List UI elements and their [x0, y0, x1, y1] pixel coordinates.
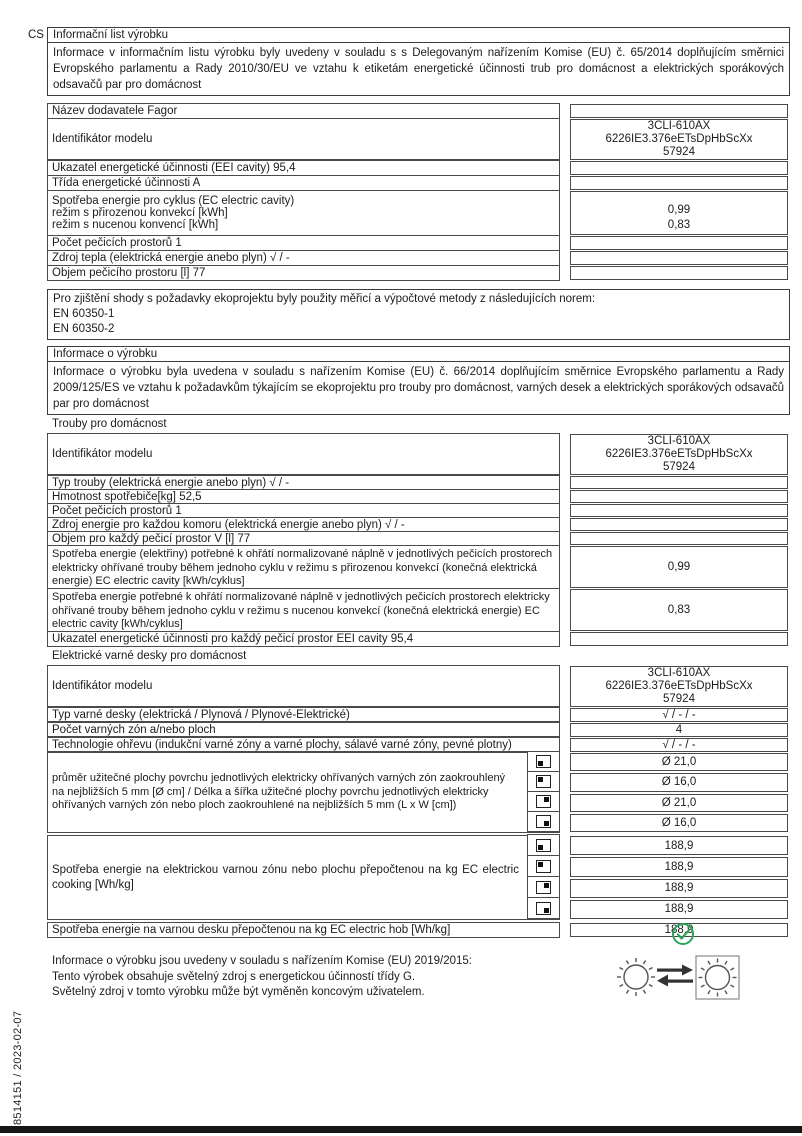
replacement-light-source-icon [699, 959, 737, 997]
row-value: 0,99 [570, 546, 788, 588]
zone-diameter-label: průměr užitečné plochy povrchu jednotlivých elektricky ohřívaných varných zón zaokrouhlený na nejbližších 5 mm [Ø cm] / Délka a šířka užitečné plochy povrchu jednotlivých elektricky ohřívaných varných zón nebo ploch zaokrouhlené na nejbližších 5 mm (L x W [cm]) [52, 772, 506, 812]
row-value-empty [570, 104, 788, 118]
product-information-sheet [47, 27, 790, 1001]
table-row [47, 503, 790, 518]
table-row [47, 160, 790, 176]
table-row [47, 118, 790, 161]
conventional-energy-label: Spotřeba energie (elektřiny) potřebné k ohřátí normalizované náplně v jednotlivých pečicích prostorech elektricky ohřívané trouby během jednoho cyklu v režimu s přirozenou konvekcí (konečná elektrická energie) EC electric cavity [kWh/cyklus] [47, 545, 560, 589]
norm-en-60350-2: EN 60350-2 [53, 323, 115, 335]
document-revision-code: 8514151 / 2023-02-07 [12, 1010, 24, 1125]
row-value [570, 490, 788, 503]
table-row [47, 737, 790, 753]
zone-icons-column [527, 835, 560, 919]
zone-front-right-icon [536, 902, 551, 915]
fiche-table [47, 103, 790, 281]
row-value-empty [570, 161, 788, 175]
table-row [47, 103, 790, 119]
zone-energy-row [47, 835, 790, 920]
cavity-volume-label: Objem pro každý pečicí prostor V [l] 77 [47, 531, 560, 546]
zone-front-left-icon [536, 755, 551, 768]
row-value-empty [570, 236, 788, 250]
efficiency-class-label: Třída energetické účinnosti A [47, 175, 560, 191]
row-value: 0,83 [570, 589, 788, 631]
model-identifier-value: 3CLI-610AX 6226IE3.376eETsDpHbScXx 57924 [570, 434, 788, 475]
hob-type-label: Typ varné desky (elektrická / Plynová / Plynové-Elektrické) [47, 707, 560, 722]
regulation-intro-paragraph: Informace v informačním listu výrobku byly uvedeny v souladu s s Delegovaným nařízením Komise (EU) č. 65/2014 doplňujícím směrnici Evropského parlamentu a Rady 2010/30/EU ve vztahu k etiketám energetické účinnosti trub pro domácnost a elektrických sporákových odsavačů par pro domácnost [47, 42, 790, 96]
check-circle-icon [673, 924, 693, 944]
cavities-count-label: Počet pečicích prostorů 1 [47, 503, 560, 518]
row-value [570, 504, 788, 517]
table-row [47, 665, 790, 708]
hob-total-energy-value: 188,9 [570, 923, 788, 937]
norms-intro: Pro zjištění shody s požadavky ekoprojektu byly použity měřicí a výpočtové metody z následujících norem: [53, 293, 596, 305]
energy-per-cycle-label: Spotřeba energie pro cyklus (EC electric cavity) režim s přirozenou konvekcí [kWh] režim s nucenou konvencí [kWh] [47, 190, 560, 236]
model-identifier-label: Identifikátor modelu [47, 665, 560, 707]
table-row [47, 707, 790, 723]
zone-front-left-icon [536, 839, 551, 852]
zones-count-label: Počet varných zón a/nebo ploch [47, 722, 560, 737]
zone-energy-label: Spotřeba energie na elektrickou varnou zónu nebo plochu přepočtenou na kg EC electric cooking [Wh/kg] [52, 863, 519, 891]
ovens-table [47, 433, 790, 647]
light-source-note [47, 954, 790, 1001]
cavity-volume-label: Objem pečicího prostoru [l] 77 [47, 265, 560, 281]
energy-per-cycle-values: 0,99 0,83 [570, 191, 788, 235]
hob-total-energy-label: Spotřeba energie na varnou desku přepočtenou na kg EC electric hob [Wh/kg] [47, 922, 560, 938]
row-value [570, 632, 788, 646]
zone-back-left-icon [536, 860, 551, 873]
row-value-empty [570, 176, 788, 190]
norms-paragraph [47, 289, 790, 340]
swap-arrows-icon [657, 965, 693, 987]
cavities-count-label: Počet pečicích prostorů 1 [47, 235, 560, 251]
zone-back-right-icon [536, 795, 551, 808]
zone-back-left-icon [536, 775, 551, 788]
zones-count-value: 4 [570, 723, 788, 737]
zone-back-right-icon [536, 881, 551, 894]
model-identifier-label: Identifikátor modelu [47, 118, 560, 160]
table-row [47, 517, 790, 532]
row-value-empty [570, 266, 788, 280]
ecodesign-intro-paragraph: Informace o výrobku byla uvedena v souladu s nařízením Komise (EU) č. 66/2014 doplňujícím směrnice Evropského parlamentu a Rady 2009/125/ES ve vztahu k požadavkům týkajícím se ekoprojektu pro trouby pro domácnost, varných desek a elektrických sporákových odsavačů par pro domácnost [47, 361, 790, 415]
appliance-mass-label: Hmotnost spotřebiče[kg] 52,5 [47, 489, 560, 504]
light-source-icon [617, 958, 655, 996]
oven-type-label: Typ trouby (elektrická energie anebo plyn) √ / - [47, 475, 560, 490]
light-source-line1: Informace o výrobku jsou uvedeny v souladu s nařízením Komise (EU) 2019/2015: [52, 955, 472, 967]
row-value-empty [570, 251, 788, 265]
fan-forced-energy-label: Spotřeba energie potřebné k ohřátí normalizované náplně v jednotlivých pečicích prostorech elektricky ohřívané trouby během jednoho cyklu v režimu s nucenou konvekcí (konečná elektrická energie) EC electric cavity [kWh/cyklus] [47, 588, 560, 632]
zone-energy-cell [47, 835, 560, 920]
section-title-domestic-ovens: Trouby pro domácnost [52, 418, 167, 430]
replaceable-light-source-pictogram [610, 921, 740, 1019]
table-row [47, 175, 790, 191]
row-value [570, 518, 788, 531]
heat-source-label: Zdroj tepla (elektrická energie anebo plyn) √ / - [47, 250, 560, 266]
hob-type-value: √ / - / - [570, 708, 788, 722]
row-value [570, 476, 788, 489]
section-title-electric-hobs: Elektrické varné desky pro domácnost [52, 650, 247, 662]
supplier-name-label: Název dodavatele Fagor [47, 103, 560, 119]
zone-diameter-cell [47, 752, 560, 833]
heating-technology-label: Technologie ohřevu (indukční varné zóny a varné plochy, sálavé varné zóny, pevné plotny) [47, 737, 560, 752]
table-row [47, 545, 790, 589]
section-title-product-information: Informace o výrobku [47, 346, 790, 361]
zone-icons-column [527, 752, 560, 832]
model-identifier-label: Identifikátor modelu [47, 433, 560, 475]
heating-technology-value: √ / - / - [570, 738, 788, 752]
model-identifier-value: 3CLI-610AX 6226IE3.376eETsDpHbScXx 57924 [570, 119, 788, 160]
hobs-table [47, 665, 790, 938]
table-row [47, 433, 790, 476]
table-row [47, 722, 790, 738]
zone-energy-values: 188,9 188,9 188,9 188,9 [570, 835, 788, 920]
table-row [47, 250, 790, 266]
row-value [570, 532, 788, 545]
table-row [47, 588, 790, 632]
light-source-line2: Tento výrobek obsahuje světelný zdroj s energetickou účinností třídy G. [52, 970, 416, 983]
table-row [47, 489, 790, 504]
norm-en-60350-1: EN 60350-1 [53, 308, 115, 320]
zone-front-right-icon [536, 815, 551, 828]
table-row [47, 475, 790, 490]
cavity-energy-source-label: Zdroj energie pro každou komoru (elektrická energie anebo plyn) √ / - [47, 517, 560, 532]
cavity-eei-label: Ukazatel energetické účinnosti pro každý pečicí prostor EEI cavity 95,4 [47, 631, 560, 647]
model-identifier-value: 3CLI-610AX 6226IE3.376eETsDpHbScXx 57924 [570, 666, 788, 707]
table-row [47, 235, 790, 251]
zone-diameter-row [47, 752, 790, 833]
language-code: CS [28, 29, 44, 41]
table-row [47, 631, 790, 647]
page-bottom-bar [0, 1126, 802, 1133]
table-row [47, 190, 790, 236]
light-source-line3: Světelný zdroj v tomto výrobku může být vyměněn koncovým uživatelem. [52, 986, 425, 998]
zone-diameter-values: Ø 21,0 Ø 16,0 Ø 21,0 Ø 16,0 [570, 752, 788, 833]
section-title-product-fiche: Informační list výrobku [47, 27, 790, 42]
table-row [47, 531, 790, 546]
eei-label: Ukazatel energetické účinnosti (EEI cavity) 95,4 [47, 160, 560, 176]
table-row [47, 265, 790, 281]
